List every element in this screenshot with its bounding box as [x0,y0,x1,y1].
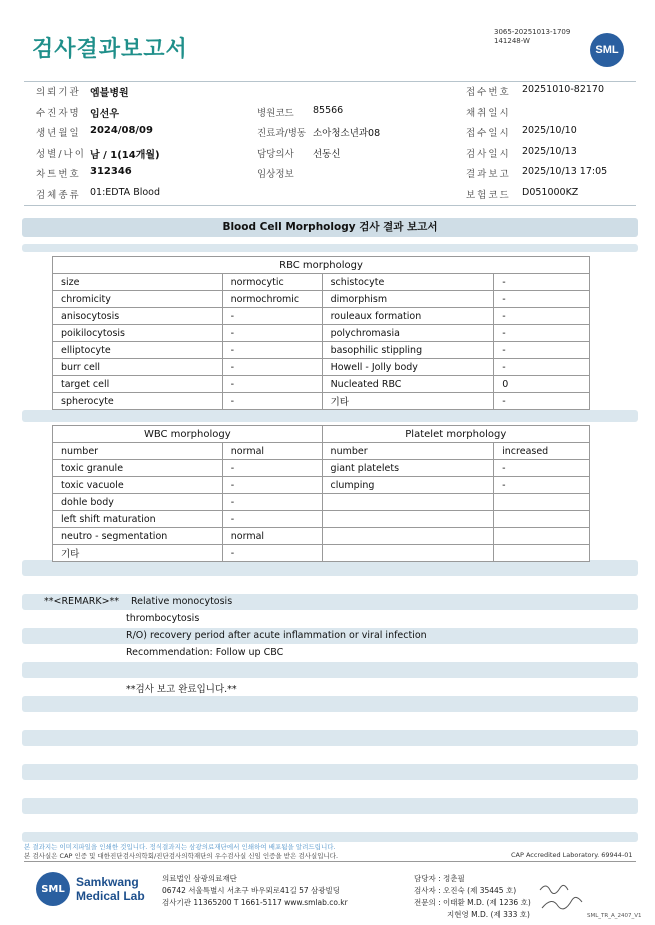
table-cell [322,511,494,528]
sml-logo-circle: SML [36,872,70,906]
table-cell: - [222,511,322,528]
samkwang-logo [36,872,145,906]
table-cell: 기타 [322,393,494,410]
receipt-date-label: 접수일시 [466,128,511,139]
background-stripe [22,662,638,678]
info-row [0,81,655,102]
background-stripe [22,730,638,746]
table-cell: - [222,477,322,494]
document-id [494,28,570,46]
table-cell: - [494,325,590,342]
dept-label: 진료과/병동 [257,128,307,139]
table-row [53,494,590,511]
table-cell: Howell - Jolly body [322,359,494,376]
table-row [53,528,590,545]
table-cell: chromicity [53,291,223,308]
test-date-label: 검사일시 [466,148,511,160]
document-id-line: 3065-20251013-1709 [494,28,571,36]
table-cell: poikilocytosis [53,325,223,342]
table-cell: - [222,325,322,342]
table-cell: elliptocyte [53,342,223,359]
background-stripe [22,798,638,814]
table-cell: anisocytosis [53,308,223,325]
report-date-value: 2025/10/13 17:05 [522,166,608,177]
background-stripe [22,410,638,422]
table-cell: - [222,359,322,376]
table-row [53,460,590,477]
handwritten-signature [536,878,586,914]
receipt-no-value: 20251010-82170 [522,84,605,95]
sex-age-value: 남 / 1(14개월) [90,149,160,161]
table-row [53,342,590,359]
background-stripe [22,244,638,252]
background-stripe [22,832,638,842]
rbc-table-header: RBC morphology [53,257,590,274]
info-row [0,102,655,123]
dob-value: 2024/08/09 [90,125,153,136]
background-stripe [22,764,638,780]
remark-line: R/O) recovery period after acute inflammation or viral infection [126,630,427,641]
wbc-table-header: WBC morphology [53,426,323,443]
table-cell: 기타 [53,545,223,562]
table-cell: dohle body [53,494,223,511]
table-cell: number [53,443,223,460]
info-row [0,184,655,205]
org-contact: 검사기관 11365200 T 1661-5117 www.smlab.co.kr [162,898,348,907]
org-name: 의료법인 삼광의료재단 [162,874,237,883]
dept-value: 소아청소년과08 [313,128,381,139]
info-row [0,122,655,143]
table-cell [494,545,590,562]
table-cell: neutro - segmentation [53,528,223,545]
form-code: SML_TR_A_2407_V1 [587,913,642,919]
table-cell: left shift maturation [53,511,223,528]
hospital-label: 의뢰기관 [36,87,81,98]
table-row [53,511,590,528]
table-cell: - [222,376,322,393]
info-row [0,143,655,164]
logo-wordmark [76,875,145,903]
receipt-no-label: 접수번호 [466,87,511,98]
table-cell: - [222,494,322,511]
table-cell: number [322,443,494,460]
table-cell: - [494,460,590,477]
table-cell: schistocyte [322,274,494,291]
table-row [53,376,590,393]
doctor-label: 담당의사 [257,148,294,160]
table-cell: - [222,342,322,359]
table-cell: rouleaux formation [322,308,494,325]
name-label: 수진자명 [36,107,81,119]
section-title: Blood Cell Morphology 검사 결과 보고서 [22,218,638,237]
table-cell: normochromic [222,291,322,308]
insurance-code-label: 보험코드 [466,189,511,201]
table-cell [322,528,494,545]
background-stripe [22,560,638,576]
table-row [53,393,590,410]
rbc-morphology-table [52,256,590,410]
hospital-code-value: 85566 [313,104,344,116]
table-cell: - [222,393,322,410]
table-row [53,477,590,494]
sex-age-label: 성별/나이 [36,148,86,160]
table-cell: clumping [322,477,494,494]
staff-info [414,873,531,921]
table-cell: size [53,274,223,291]
table-cell: - [494,291,590,308]
document-id-line: 141248-W [494,37,530,45]
logo-wordmark-line: Medical Lab [76,889,145,903]
table-cell: toxic vacuole [53,477,223,494]
table-cell: target cell [53,376,223,393]
table-cell: burr cell [53,359,223,376]
patient-info [0,81,655,204]
table-cell: normal [222,443,322,460]
specimen-value: 01:EDTA Blood [90,186,161,198]
table-row [53,325,590,342]
table-cell: - [494,274,590,291]
wbc-platelet-table [52,425,590,562]
clinical-info-label: 임상정보 [257,169,294,180]
background-stripe [22,696,638,712]
dob-label: 생년월일 [36,128,81,139]
divider [24,205,636,206]
doctor-value: 선동신 [313,148,341,160]
footer-notice: 본 결과지는 이미지파일을 인쇄한 것입니다. 정식결과지는 삼광의료재단에서 인쇄하여 배포됨을 알려드립니다. [24,843,336,851]
table-cell: increased [494,443,590,460]
table-cell: - [494,477,590,494]
info-row [0,163,655,184]
chart-no-label: 차트번호 [36,169,81,180]
table-cell: 0 [494,376,590,393]
page-title: 검사결과보고서 [32,37,188,62]
divider [24,861,636,862]
platelet-table-header: Platelet morphology [322,426,589,443]
table-cell: Nucleated RBC [322,376,494,393]
cap-accreditation: CAP Accredited Laboratory. 69944-01 [511,851,633,859]
remark-label: **<REMARK>** [44,596,120,607]
insurance-code-value: D051000KZ [522,186,579,198]
report-date-label: 결과보고 [466,169,511,180]
table-row [53,291,590,308]
table-cell: normal [222,528,322,545]
remark-line: Relative monocytosis [131,596,233,607]
table-cell: - [494,308,590,325]
table-cell: polychromasia [322,325,494,342]
table-cell: - [222,460,322,477]
table-row [53,274,590,291]
table-cell: basophilic stippling [322,342,494,359]
table-row [53,359,590,376]
table-cell: - [222,545,322,562]
chart-no-value: 312346 [90,166,132,177]
table-cell: spherocyte [53,393,223,410]
table-cell: toxic granule [53,460,223,477]
table-row [53,308,590,325]
logo-wordmark-line: Samkwang [76,875,139,889]
table-cell: - [222,308,322,325]
table-cell: normocytic [222,274,322,291]
remark-line: thrombocytosis [126,613,200,624]
organization-info [162,873,348,909]
table-cell [494,511,590,528]
table-cell [494,494,590,511]
collection-date-label: 채취일시 [466,107,511,119]
table-cell: - [494,393,590,410]
staff-line: 담당자 : 정춘필 [414,874,465,883]
table-row [53,545,590,562]
hospital-value: 엠블병원 [90,88,129,99]
table-cell [322,494,494,511]
specimen-label: 검체종류 [36,189,81,201]
table-cell [494,528,590,545]
staff-line: 검사자 : 오진숙 (제 35445 호) [414,886,517,895]
table-cell: dimorphism [322,291,494,308]
org-address: 06742 서울특별시 서초구 바우뫼로41길 57 삼광빌딩 [162,886,341,895]
hospital-code-label: 병원코드 [257,107,294,119]
table-cell [322,545,494,562]
report-complete-text: **검사 보고 완료입니다.** [126,684,237,695]
name-value: 임선우 [90,108,119,120]
test-date-value: 2025/10/13 [522,145,577,157]
table-cell: - [494,342,590,359]
staff-line: 지현영 M.D. (제 333 호) [447,910,530,919]
staff-line: 전문의 : 이태환 M.D. (제 1236 호) [414,898,531,907]
table-cell: giant platelets [322,460,494,477]
table-cell: - [494,359,590,376]
receipt-date-value: 2025/10/10 [522,125,577,136]
footer-certification: 본 검사실은 CAP 인증 및 대한진단검사의학회/진단검사의학재단의 우수검사실 신임 인증을 받은 검사실입니다. [24,852,339,860]
remark-line: Recommendation: Follow up CBC [126,647,284,658]
sml-logo: SML [590,33,624,67]
table-row [53,443,590,460]
